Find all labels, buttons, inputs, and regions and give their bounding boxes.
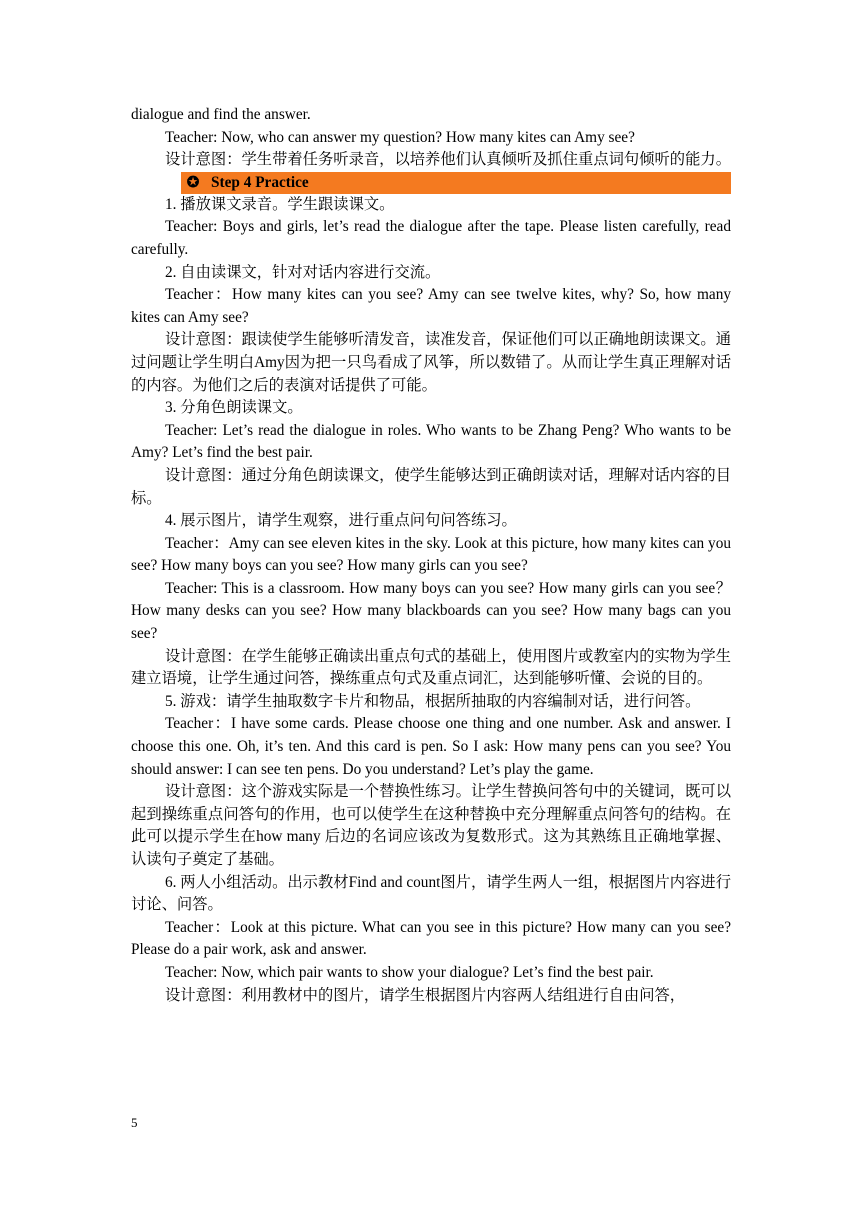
paragraph: Teacher：How many kites can you see? Amy can see twelve kites, why? So, how many kites can Amy see? xyxy=(131,286,731,326)
paragraphs-after xyxy=(131,194,731,1007)
paragraph: Teacher: This is a classroom. How many boys can you see? How many girls can you see？How many desks can you see? How many blackboards can you see? How many bags can you see? xyxy=(131,579,731,643)
paragraph: Teacher：Look at this picture. What can you see in this picture? How many can you see? Please do a pair work, ask and answer. xyxy=(131,918,731,959)
paragraph: Teacher: Now, which pair wants to show your dialogue? Let’s find the best pair. xyxy=(165,963,654,981)
section-title: Step 4 Practice xyxy=(211,173,309,191)
paragraph: 3. 分角色朗读课文。 xyxy=(165,399,303,417)
paragraph: Teacher：Amy can see eleven kites in the sky. Look at this picture, how many kites can you see? How many boys can you see? How many girls can you see? xyxy=(131,534,731,575)
paragraph: Teacher: Let’s read the dialogue in roles. Who wants to be Zhang Peng? Who wants to be Amy? Let’s find the best pair. xyxy=(131,421,731,462)
paragraph: 设计意图：利用教材中的图片，请学生根据图片内容两人结组进行自由问答， xyxy=(165,986,686,1004)
page-content xyxy=(131,104,731,1007)
section-heading xyxy=(181,172,731,194)
paragraph: Teacher: Boys and girls, let’s read the dialogue after the tape. Please listen carefully, read carefully. xyxy=(131,218,731,258)
paragraph: 设计意图：跟读使学生能够听清发音，读准发音，保证他们可以正确地朗读课文。通过问题让学生明白Amy因为把一只鸟看成了风筝，所以数错了。从而让学生真正理解对话的内容。为他们之后的表演对话提供了可能。 xyxy=(131,331,731,394)
paragraph: Teacher: Now, who can answer my question? How many kites can Amy see? xyxy=(165,128,635,146)
paragraphs-before xyxy=(131,104,731,172)
paragraph: 设计意图：在学生能够正确读出重点句式的基础上，使用图片或教室内的实物为学生建立语境，让学生通过问答，操练重点句式及重点词汇，达到能够听懂、会说的目的。 xyxy=(131,647,731,688)
paragraph: dialogue and find the answer. xyxy=(131,106,311,123)
paragraph: 设计意图：通过分角色朗读课文，使学生能够达到正确朗读对话，理解对话内容的目标。 xyxy=(131,466,731,507)
paragraph: Teacher：I have some cards. Please choose one thing and one number. Ask and answer. I choose this one. Oh, it’s ten. And this card is pen. So I ask: How many pens can you see? You should answer: I can see ten pens. Do you understand? Let’s play the game. xyxy=(131,715,731,778)
star-circle-icon: ✪ xyxy=(186,174,200,191)
paragraph: 6. 两人小组活动。出示教材Find and count图片，请学生两人一组，根据图片内容进行讨论、问答。 xyxy=(131,873,731,914)
paragraph: 2. 自由读课文，针对对话内容进行交流。 xyxy=(165,263,441,281)
paragraph: 4. 展示图片，请学生观察，进行重点问句问答练习。 xyxy=(165,512,517,530)
paragraph: 设计意图：这个游戏实际是一个替换性练习。让学生替换问答句中的关键词，既可以起到操练重点问答句的作用，也可以使学生在这种替换中充分理解重点问答句的结构。在此可以提示学生在how many 后边的名词应该改为复数形式。这为其熟练且正确地掌握、认读句子奠定了基础。 xyxy=(131,783,731,868)
paragraph: 1. 播放课文录音。学生跟读课文。 xyxy=(165,195,395,213)
paragraph: 设计意图：学生带着任务听录音，以培养他们认真倾听及抓住重点词句倾听的能力。 xyxy=(165,151,731,169)
page-number: 5 xyxy=(131,1115,138,1130)
paragraph: 5. 游戏：请学生抽取数字卡片和物品，根据所抽取的内容编制对话，进行问答。 xyxy=(165,692,701,710)
